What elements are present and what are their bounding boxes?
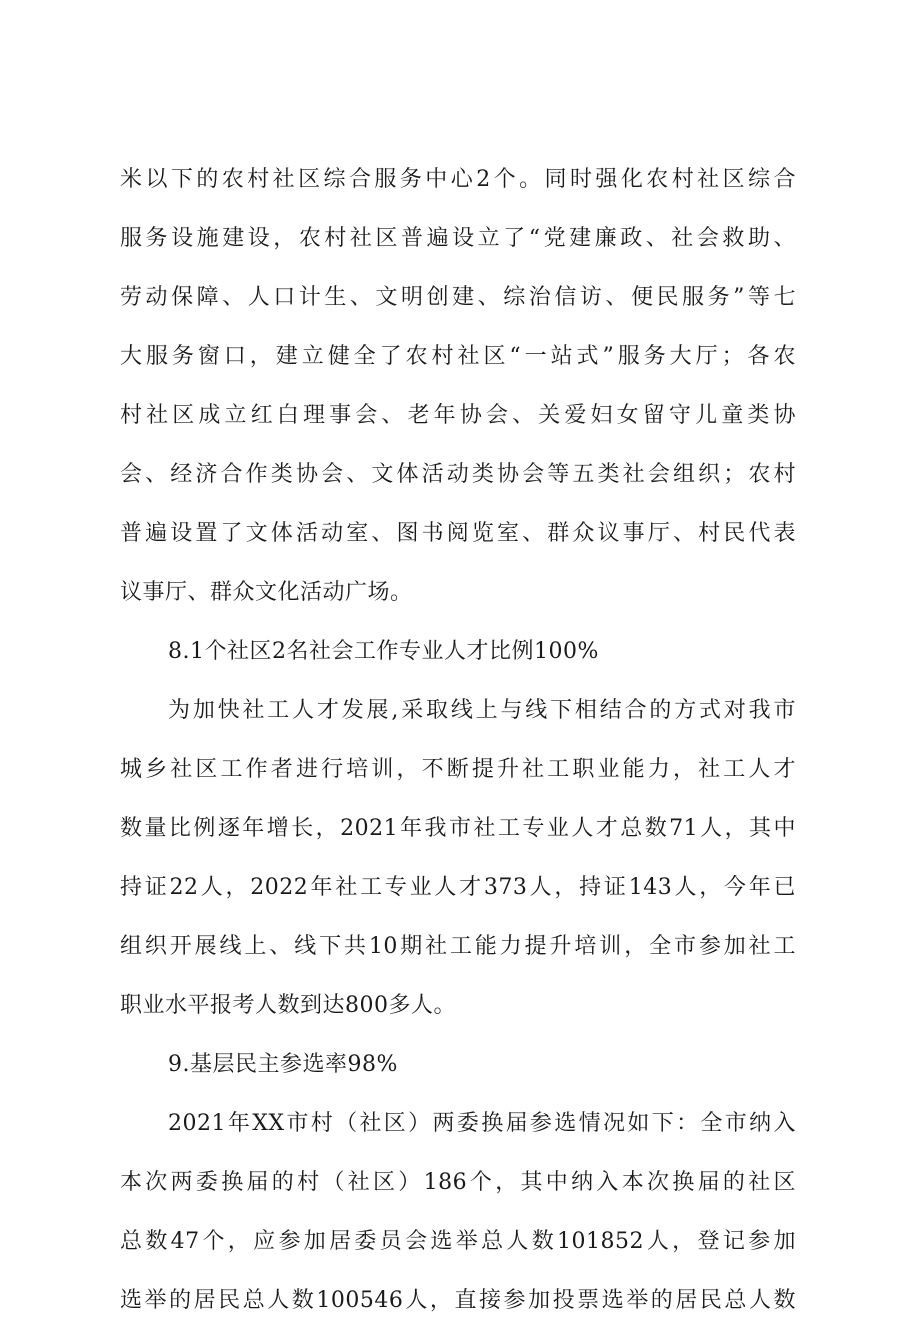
text-line: 本次两委换届的村（社区）186个，其中纳入本次换届的社区 [120,1170,796,1195]
text-line: 选举的居民总人数100546人，直接参加投票选举的居民总人数 [120,1288,796,1313]
text-line: 总数47个，应参加居委员会选举总人数101852人，登记参加 [120,1229,796,1254]
text-line: 议事厅、群众文化活动广场。 [120,580,413,605]
text-line: 会、经济合作类协会、文体活动类协会等五类社会组织；农村 [120,462,796,487]
text-line: 为加快社工人才发展,采取线上与线下相结合的方式对我市 [168,698,796,723]
text-line: 大服务窗口，建立健全了农村社区“一站式”服务大厅；各农 [120,344,796,369]
text-line: 2021年XX市村（社区）两委换届参选情况如下：全市纳入 [168,1111,796,1136]
section-heading: 9.基层民主参选率98% [168,1052,398,1077]
text-line: 组织开展线上、线下共10期社工能力提升培训，全市参加社工 [120,934,796,959]
text-line: 职业水平报考人数到达800多人。 [120,993,456,1018]
text-line: 数量比例逐年增长，2021年我市社工专业人才总数71人，其中 [120,816,796,841]
document-body [120,150,796,1330]
text-line: 服务设施建设，农村社区普遍设立了“党建廉政、社会救助、 [120,226,796,251]
text-line: 城乡社区工作者进行培训，不断提升社工职业能力，社工人才 [120,757,796,782]
text-line: 劳动保障、人口计生、文明创建、综治信访、便民服务”等七 [120,285,796,310]
text-line: 村社区成立红白理事会、老年协会、关爱妇女留守儿童类协 [120,403,796,428]
section-heading: 8.1个社区2名社会工作专业人才比例100% [168,639,599,664]
text-line: 持证22人，2022年社工专业人才373人，持证143人，今年已 [120,875,796,900]
text-line: 米以下的农村社区综合服务中心2个。同时强化农村社区综合 [120,167,796,192]
text-line: 普遍设置了文体活动室、图书阅览室、群众议事厅、村民代表 [120,521,796,546]
